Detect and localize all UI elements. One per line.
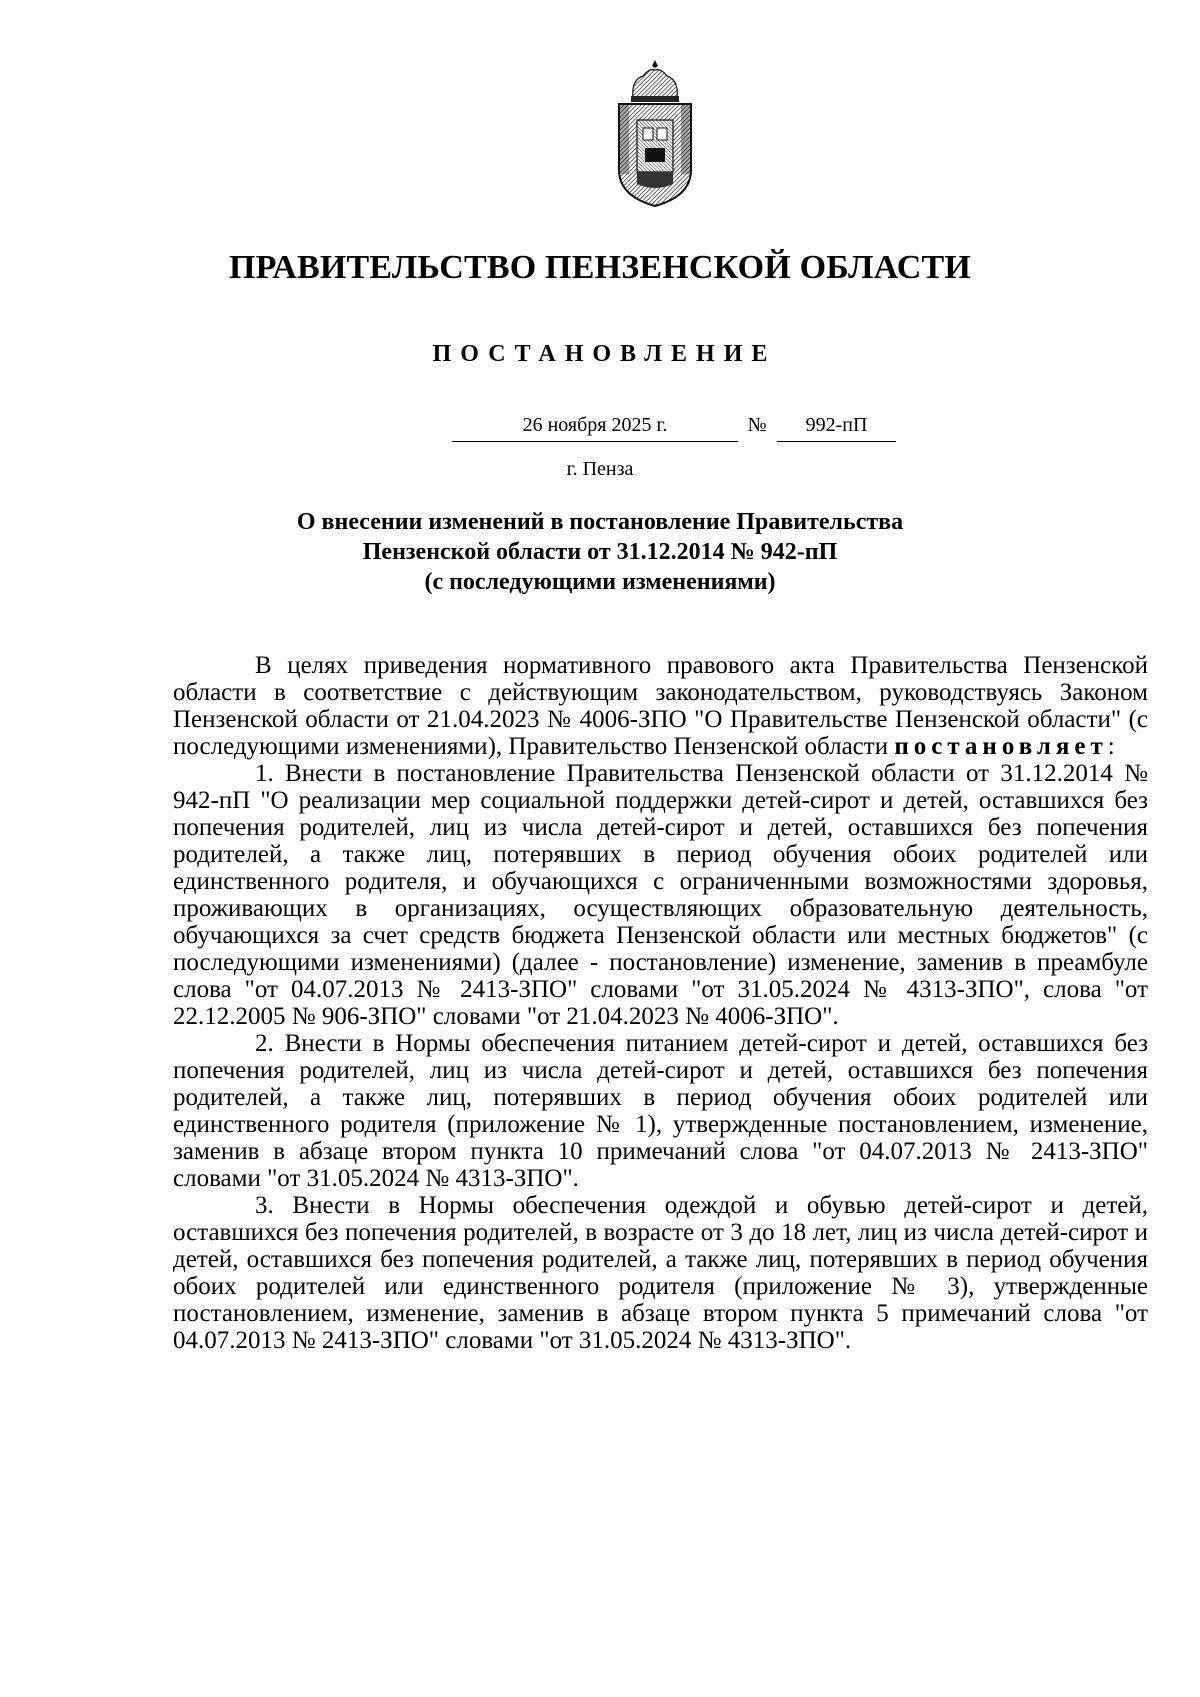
decree-colon: :	[1107, 733, 1115, 760]
document-body	[173, 652, 1148, 1354]
government-name: ПРАВИТЕЛЬСТВО ПЕНЗЕНСКОЙ ОБЛАСТИ	[228, 249, 971, 286]
paragraph-3: 3. Внести в Нормы обеспечения одеждой и обувью детей-сирот и детей, оставшихся без попечения родителей, в возрасте от 3 до 18 лет, лиц из числа детей-сирот и детей, оставшихся без попечения родителей, а также лиц, потерявших в период обучения обоих родителей или единственного родителя (приложение № 3), утвержденные постановлением, изменение, заменив в абзаце втором пункта 5 примечаний слова "от 04.07.2013 № 2413-ЗПО" словами "от 31.05.2024 № 4313-ЗПО".	[173, 1192, 1148, 1354]
preamble-paragraph	[173, 652, 1148, 760]
number-sign: №	[747, 414, 767, 436]
document-subject	[0, 507, 1200, 597]
document-number: 992-пП	[777, 411, 896, 442]
coat-of-arms-icon	[611, 58, 699, 210]
paragraph-2: 2. Внести в Нормы обеспечения питанием детей-сирот и детей, оставшихся без попечения родителей, лиц из числа детей-сирот и детей, оставшихся без попечения родителей, а также лиц, потерявших в период обучения обоих родителей или единственного родителя (приложение № 1), утвержденные постановлением, изменение, заменив в абзаце втором пункта 10 примечаний слова "от 04.07.2013 № 2413-ЗПО" словами "от 31.05.2024 № 4313-ЗПО".	[173, 1030, 1148, 1192]
subject-line-1: О внесении изменений в постановление Правительства	[296, 509, 904, 535]
document-city: г. Пенза	[566, 458, 634, 480]
paragraph-1: 1. Внести в постановление Правительства Пензенской области от 31.12.2014 № 942-пП "О реализации мер социальной поддержки детей-сирот и детей, оставшихся без попечения родителей, лиц из числа детей-сирот и детей, оставшихся без попечения родителей, а также лиц, потерявших в период обучения обоих родителей или единственного родителя, и обучающихся с ограниченными возможностями здоровья, проживающих в организациях, осуществляющих образовательную деятельность, обучающихся за счет средств бюджета Пензенской области или местных бюджетов" (с последующими изменениями) (далее - постановление) изменение, заменив в преамбуле слова "от 04.07.2013 № 2413-ЗПО" словами "от 31.05.2024 № 4313-ЗПО", слова "от 22.12.2005 № 906-ЗПО" словами "от 21.04.2023 № 4006-ЗПО".	[173, 760, 1148, 1030]
document-date: 26 ноября 2025 г.	[452, 411, 738, 442]
decree-word: постановляет	[894, 733, 1108, 760]
subject-line-2: Пензенской области от 31.12.2014 № 942-пП	[362, 539, 838, 565]
document-type: ПОСТАНОВЛЕНИЕ	[432, 341, 777, 367]
preamble-text: В целях приведения нормативного правового акта Правительства Пензенской области в соответствие с действующим законодательством, руководствуясь Законом Пензенской области от 21.04.2023 № 4006-ЗПО "О Правительстве Пензенской области" (с последующими изменениями), Правительство Пензенской области	[173, 652, 1148, 760]
subject-line-3: (с последующими изменениями)	[424, 569, 776, 595]
